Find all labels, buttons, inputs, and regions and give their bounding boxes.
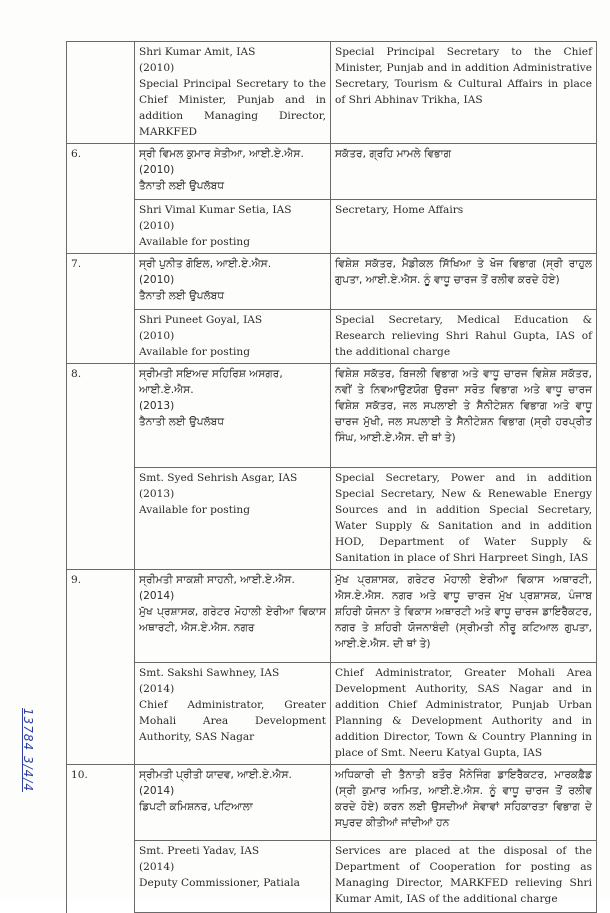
serial-number-cell: 6. [67,144,135,254]
officer-batch: (2013) [139,488,175,500]
table-row-punjabi [67,144,597,200]
new-posting-cell: Special Secretary, Medical Education & Research relieving Shri Rahul Gupta, IAS of the additional charge [331,310,597,364]
posting-orders-table [66,41,597,913]
officer-batch: (2010) [139,220,175,232]
officer-cell [135,841,331,913]
officer-cell [135,468,331,570]
table-row-punjabi [67,765,597,841]
officer-cell-punjabi [135,364,331,468]
officer-name: ਸ੍ਰੀਮਤੀ ਪ੍ਰੀਤੀ ਯਾਦਵ, ਆਈ.ਏ.ਐਸ. [139,769,292,781]
new-posting-cell-punjabi: ਸਕੱਤਰ, ਗ੍ਰਹਿ ਮਾਮਲੇ ਵਿਭਾਗ [331,144,597,200]
serial-number-cell: 7. [67,254,135,364]
officer-name: Shri Puneet Goyal, IAS [139,314,263,326]
handwritten-margin-note [6,690,50,810]
officer-name: ਸ੍ਰੀ ਪੁਨੀਤ ਗੋਇਲ, ਆਈ.ਏ.ਐਸ. [139,258,272,270]
officer-batch: (2014) [139,861,175,873]
officer-name: Smt. Syed Sehrish Asgar, IAS [139,472,298,484]
officer-batch: (2010) [139,62,175,74]
new-posting-cell-punjabi: ਮੁੱਖ ਪ੍ਰਸ਼ਾਸਕ, ਗਰੇਟਰ ਮੋਹਾਲੀ ਏਰੀਆ ਵਿਕਾਸ ਅਥਾਰਟੀ, ਐਸ.ਏ.ਐਸ. ਨਗਰ ਅਤੇ ਵਾਧੂ ਚਾਰਜ ਮੁੱਖ ਪ੍ਰਸ਼ਾਸਕ, ਪੰਜਾਬ ਸ਼ਹਿਰੀ ਯੋਜਨਾ ਤੇ ਵਿਕਾਸ ਅਥਾਰਟੀ ਅਤੇ ਵਾਧੂ ਚਾਰਜ ਡਾਇਰੈਕਟਰ, ਨਗਰ ਤੇ ਸ਼ਹਿਰੀ ਯੋਜਨਾਬੰਦੀ (ਸ੍ਰੀਮਤੀ ਨੀਰੂ ਕਟਿਆਲ ਗੁਪਤਾ, ਆਈ.ਏ.ਐਸ. ਦੀ ਥਾਂ ਤੇ) [331,570,597,663]
table-row-punjabi [67,254,597,310]
officer-current-post: Special Principal Secretary to the Chief Minister, Punjab and in addition Managing Director, MARKFED [139,78,326,138]
officer-name: Shri Kumar Amit, IAS [139,46,256,58]
new-posting-cell: Services are placed at the disposal of the Department of Cooperation for posting as Managing Director, MARKFED relieving Shri Kumar Amit, IAS of the additional charge [331,841,597,913]
serial-number-cell: 10. [67,765,135,913]
new-posting-cell-punjabi: ਅਧਿਕਾਰੀ ਦੀ ਤੈਨਾਤੀ ਬਤੌਰ ਮੈਨੇਜਿੰਗ ਡਾਇਰੈਕਟਰ, ਮਾਰਕਫ਼ੈਡ (ਸ੍ਰੀ ਕੁਮਾਰ ਅਮਿਤ, ਆਈ.ਏ.ਐਸ. ਨੂੰ ਵਾਧੂ ਚਾਰਜ ਤੋਂ ਰਲੀਵ ਕਰਦੇ ਹੋਏ) ਕਰਨ ਲਈ ਉਸਦੀਆਂ ਸੇਵਾਵਾਂ ਸਹਿਕਾਰਤਾ ਵਿਭਾਗ ਦੇ ਸਪੁਰਦ ਕੀਤੀਆਂ ਜਾਂਦੀਆਂ ਹਨ [331,765,597,841]
officer-cell-punjabi [135,144,331,200]
officer-current-post: ਤੈਨਾਤੀ ਲਈ ਉਪਲੱਬਧ [139,290,225,302]
officer-cell [135,42,331,144]
officer-current-post: ਤੈਨਾਤੀ ਲਈ ਉਪਲੱਬਧ [139,416,225,428]
officer-cell [135,200,331,254]
new-posting-cell: Special Secretary, Power and in addition Special Secretary, New & Renewable Energy Sources and in addition Special Secretary, Water Supply & Sanitation and in addition HOD, Department of Water Supply & Sanitation in place of Shri Harpreet Singh, IAS [331,468,597,570]
serial-number-cell: 8. [67,364,135,570]
serial-number-cell [67,42,135,144]
officer-current-post: Deputy Commissioner, Patiala [139,877,300,889]
table-row-english [67,663,597,765]
new-posting-cell: Secretary, Home Affairs [331,200,597,254]
officer-name: Smt. Sakshi Sawhney, IAS [139,667,280,679]
table-row-english [67,468,597,570]
officer-name: ਸ੍ਰੀਮਤੀ ਸਾਕਸ਼ੀ ਸਾਹਨੀ, ਆਈ.ਏ.ਐਸ. [139,574,295,586]
officer-name: Smt. Preeti Yadav, IAS [139,845,260,857]
officer-current-post: Available for posting [139,504,250,516]
table-row-punjabi [67,364,597,468]
officer-current-post: ਮੁੱਖ ਪ੍ਰਸ਼ਾਸਕ, ਗਰੇਟਰ ਮੋਹਾਲੀ ਏਰੀਆ ਵਿਕਾਸ ਅਥਾਰਟੀ, ਐਸ.ਏ.ਐਸ. ਨਗਰ [139,606,326,634]
officer-batch: (2014) [139,785,175,797]
officer-current-post: ਤੈਨਾਤੀ ਲਈ ਉਪਲੱਬਧ [139,180,225,192]
officer-batch: (2014) [139,590,175,602]
serial-number-cell: 9. [67,570,135,765]
table-row-english [67,841,597,913]
officer-cell-punjabi [135,570,331,663]
officer-cell [135,310,331,364]
officer-current-post: ਡਿਪਟੀ ਕਮਿਸ਼ਨਰ, ਪਟਿਆਲਾ [139,801,253,813]
new-posting-cell: Special Principal Secretary to the Chief Minister, Punjab and in addition Administrative Secretary, Tourism & Cultural Affairs in place of Shri Abhinav Trikha, IAS [331,42,597,144]
table-row-english [67,200,597,254]
officer-current-post: Chief Administrator, Greater Mohali Area Development Authority, SAS Nagar [139,699,326,743]
officer-name: ਸ੍ਰੀ ਵਿਮਲ ਕੁਮਾਰ ਸੇਤੀਆ, ਆਈ.ਏ.ਐਸ. [139,148,304,160]
officer-cell [135,663,331,765]
officer-batch: (2014) [139,683,175,695]
officer-batch: (2013) [139,400,175,412]
new-posting-cell-punjabi: ਵਿਸ਼ੇਸ਼ ਸਕੱਤਰ, ਮੈਡੀਕਲ ਸਿੱਖਿਆ ਤੇ ਖੋਜ ਵਿਭਾਗ (ਸ੍ਰੀ ਰਾਹੁਲ ਗੁਪਤਾ, ਆਈ.ਏ.ਐਸ. ਨੂੰ ਵਾਧੂ ਚਾਰਜ ਤੋਂ ਰਲੀਵ ਕਰਦੇ ਹੋਏ) [331,254,597,310]
table-row-english [67,42,597,144]
officer-name: Shri Vimal Kumar Setia, IAS [139,204,292,216]
new-posting-cell-punjabi: ਵਿਸ਼ੇਸ਼ ਸਕੱਤਰ, ਬਿਜਲੀ ਵਿਭਾਗ ਅਤੇ ਵਾਧੂ ਚਾਰਜ ਵਿਸ਼ੇਸ਼ ਸਕੱਤਰ, ਨਵੀਂ ਤੇ ਨਿਵਆਉਣਯੋਗ ਉਰਜਾ ਸਰੋਤ ਵਿਭਾਗ ਅਤੇ ਵਾਧੂ ਚਾਰਜ ਵਿਸ਼ੇਸ਼ ਸਕੱਤਰ, ਜਲ ਸਪਲਾਈ ਤੇ ਸੈਨੀਟੇਸ਼ਨ ਵਿਭਾਗ ਅਤੇ ਵਾਧੂ ਚਾਰਜ ਮੁੱਖੀ, ਜਲ ਸਪਲਾਈ ਤੇ ਸੈਨੀਟੇਸ਼ਨ ਵਿਭਾਗ (ਸ੍ਰੀ ਹਰਪ੍ਰੀਤ ਸਿੰਘ, ਆਈ.ਏ.ਐਸ. ਦੀ ਥਾਂ ਤੇ) [331,364,597,468]
officer-name: ਸ੍ਰੀਮਤੀ ਸਇਅਦ ਸਹਿਰਿਸ਼ ਅਸਗਰ, ਆਈ.ਏ.ਐਸ. [139,368,283,396]
officer-batch: (2010) [139,274,175,286]
officer-cell-punjabi [135,254,331,310]
officer-current-post: Available for posting [139,236,250,248]
table-row-english [67,310,597,364]
margin-note-text: 13784 3/4/4 [21,708,35,792]
officer-current-post: Available for posting [139,346,250,358]
new-posting-cell: Chief Administrator, Greater Mohali Area Development Authority, SAS Nagar and in addition Chief Administrator, Punjab Urban Planning & Development Authority and in addition Director, Town & Country Planning in place of Smt. Neeru Katyal Gupta, IAS [331,663,597,765]
officer-cell-punjabi [135,765,331,841]
officer-batch: (2010) [139,164,175,176]
table-row-punjabi [67,570,597,663]
officer-batch: (2010) [139,330,175,342]
